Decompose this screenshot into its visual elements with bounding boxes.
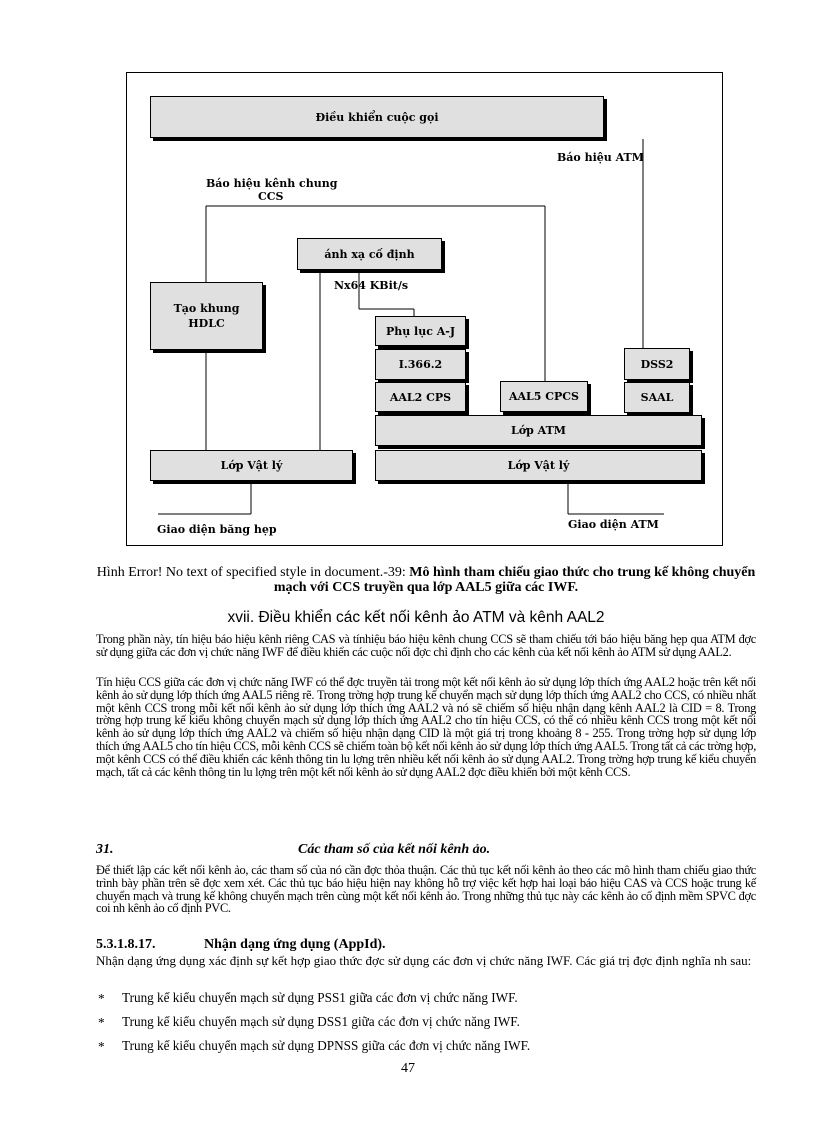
narrowband-interface-label: Giao diện băng hẹp	[157, 523, 277, 536]
page-number: 47	[401, 1061, 415, 1076]
bullet-text: Trung kế kiểu chuyển mạch sử dụng DPNSS giữa các đơn vị chức năng IWF.	[122, 1038, 531, 1053]
paragraph-4: Nhận dạng ứng dụng xác định sự kết hợp giao thức đợc sử dụng các đơn vị chức năng IWF. Các giá trị đợc định nghĩa nh sau:	[96, 953, 752, 968]
hdlc-box: Tạo khung HDLC	[150, 282, 263, 350]
fixed-mapping-box: ánh xạ cố định	[297, 238, 442, 270]
phys-layer-right-box: Lớp Vật lý	[375, 450, 702, 481]
atm-layer-box: Lớp ATM	[375, 415, 702, 446]
ccs-label-line1: Báo hiệu kênh chung	[206, 177, 338, 190]
aal5-cpcs-box: AAL5 CPCS	[500, 381, 588, 412]
paragraph-2: Tín hiệu CCS giữa các đơn vị chức năng IWF có thể đợc truyền tải trong một kết nối kênh ảo sử dụng lớp thích ứng AAL2 hoặc trên kết nối kênh ảo sử dụng lớp thích ứng AAL5 riêng rẽ. Trong trờng hợp trung kế chuyển mạch sử dụng lớp thích ứng AAL2 cho CCS, có nhiều nhất một kênh CCS trong mỗi kết nối kênh ảo sử dụng lớp thích ứng AAL2 và nó sẽ chiếm số hiệu nhận dạng kênh AAL2 là CID = 8. Trong trờng hợp trung kế kiểu không chuyển mạch sử dụng lớp thích ứng AAL2 cho tín hiệu CCS, có thể có nhiều kênh CCS trong một kết nối kênh ảo sử dụng lớp thích ứng AAL2 và chiếm số hiệu nhận dạng CID là một giá trị trong khoảng 8 - 255. Trong trờng hợp sử dụng lớp thích ứng AAL5 cho tín hiệu CCS, mỗi kênh CCS sẽ chiếm toàn bộ kết nối kênh ảo sử dụng lớp thích ứng AAL5. Trong tất cả các trờng hợp, một kênh CCS có thể điều khiển các kênh thông tin lu lợng trên nhiều kết nối kênh ảo sử dụng AAL2. Trong trờng hợp trung kế kiểu chuyển mạch, tất cả các kênh thông tin lu lợng trên một kết nối kênh ảo sử dụng AAL2 đợc điều khiển bởi một kênh CCS.	[96, 675, 756, 779]
section-heading: xvii. Điều khiển các kết nối kênh ảo ATM và kênh AAL2	[227, 609, 605, 626]
bullet-marker: *	[98, 1039, 105, 1054]
phys-layer-left-box: Lớp Vật lý	[150, 450, 353, 481]
dss2-box: DSS2	[624, 348, 690, 380]
bullet-marker: *	[98, 1015, 105, 1030]
appendix-box: Phụ lục A-J	[375, 316, 466, 346]
list-item	[96, 990, 756, 1014]
paragraph-1: Trong phần này, tín hiệu báo hiệu kênh riêng CAS và tínhiệu báo hiệu kênh chung CCS sẽ tham chiếu tới báo hiệu băng hẹp qua ATM đợc sử dụng giữa các đơn vị chức năng IWF để điều khiển các cuộc nối đợc chỉ định cho các kênh của kết nối kênh ảo ATM sử dụng AAL2.	[96, 632, 756, 659]
list-item	[96, 1014, 756, 1038]
subsubsection-title: Nhận dạng ứng dụng (AppId).	[204, 937, 386, 952]
subsubsection-heading	[96, 937, 386, 953]
saal-box: SAAL	[624, 382, 690, 413]
aal2-cps-box: AAL2 CPS	[375, 382, 466, 412]
i366-box: I.366.2	[375, 349, 466, 380]
subsubsection-number: 5.3.1.8.17.	[96, 937, 156, 952]
bullet-marker: *	[98, 991, 105, 1006]
bullet-list	[96, 990, 756, 1062]
list-item	[96, 1038, 756, 1062]
nx64-label: Nx64 KBit/s	[334, 279, 409, 292]
atm-signaling-label: Báo hiệu ATM	[557, 151, 644, 164]
ccs-label-line2: CCS	[258, 190, 284, 203]
caption-prefix: Hình Error! No text of specified style in document.-39:	[96, 565, 410, 580]
figure-caption	[96, 565, 756, 595]
bullet-text: Trung kế kiểu chuyển mạch sử dụng PSS1 giữa các đơn vị chức năng IWF.	[122, 990, 518, 1005]
call-control-box: Điều khiển cuộc gọi	[150, 96, 604, 138]
bullet-text: Trung kế kiểu chuyển mạch sử dụng DSS1 giữa các đơn vị chức năng IWF.	[122, 1014, 520, 1029]
subsection-title: Các tham số của kết nối kênh ảo.	[298, 842, 491, 857]
paragraph-3: Để thiết lập các kết nối kênh ảo, các tham số của nó cần đợc thỏa thuận. Các thủ tục kết nối kênh ảo theo các mô hình tham chiếu giao thức trình bày phần trên sẽ đợc xem xét. Các thủ tục báo hiệu hiện nay không hỗ trợ việc kết hợp hai loại báo hiệu CAS và CCS hoặc trung kế chuyển mạch và trung kế không chuyển mạch trên cùng một kết nối kênh ảo. Trong những thủ tục này các kênh ảo cố định mềm SPVC đợc coi nh kênh ảo cố định PVC.	[96, 863, 756, 916]
subsection-number: 31.	[96, 842, 114, 857]
caption-text: Mô hình tham chiếu giao thức cho trung kế không chuyển mạch với CCS truyền qua lớp AAL5 giữa các IWF.	[273, 565, 756, 595]
atm-interface-label: Giao diện ATM	[568, 518, 659, 531]
